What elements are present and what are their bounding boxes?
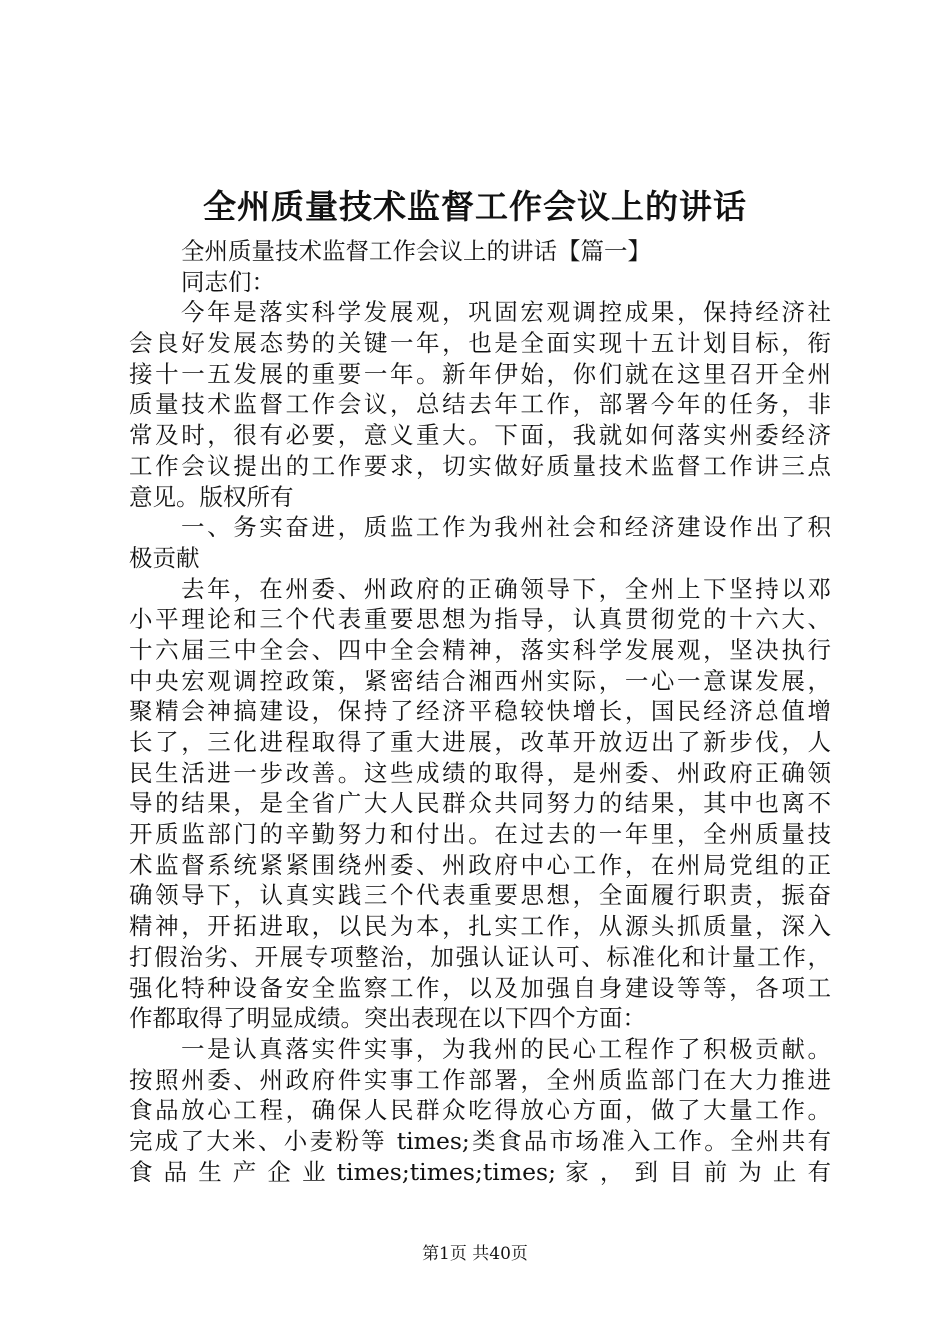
text-line: 同志们： (181, 267, 275, 296)
text-line: 长了，三化进程取得了重大进展，改革开放迈出了新步伐，人 (129, 728, 831, 756)
text-line: 工作会议提出的工作要求，切实做好质量技术监督工作讲三点 (129, 451, 831, 480)
text-line: 聚精会神搞建设，保持了经济平稳较快增长，国民经济总值增 (129, 697, 831, 726)
text-line: 常及时，很有必要，意义重大。下面，我就如何落实州委经济 (129, 421, 831, 450)
text-line: 全州质量技术监督工作会议上的讲话【篇一】 (181, 237, 651, 265)
text-line: 食品放心工程，确保人民群众吃得放心方面，做了大量工作。 (129, 1096, 831, 1125)
text-line: 意见。版权所有 (129, 482, 294, 511)
text-line: 打假治劣、开展专项整治，加强认证认可、标准化和计量工作， (129, 942, 831, 971)
text-line: 术监督系统紧紧围绕州委、州政府中心工作，在州局党组的正 (129, 850, 831, 879)
text-line: 会良好发展态势的关键一年，也是全面实现十五计划目标，衔 (129, 329, 831, 358)
text-line: 小平理论和三个代表重要思想为指导，认真贯彻党的十六大、 (129, 605, 831, 634)
text-line: 去年，在州委、州政府的正确领导下，全州上下坚持以邓 (181, 574, 831, 603)
text-line: 接十一五发展的重要一年。新年伊始，你们就在这里召开全州 (129, 359, 831, 388)
text-line: 开质监部门的辛勤努力和付出。在过去的一年里，全州质量技 (129, 820, 831, 849)
text-line: 精神，开拓进取，以民为本，扎实工作，从源头抓质量，深入 (129, 912, 831, 941)
document-title: 全州质量技术监督工作会议上的讲话 (203, 187, 747, 226)
text-line: 一是认真落实件实事，为我州的民心工程作了积极贡献。 (181, 1034, 831, 1063)
text-line: 民生活进一步改善。这些成绩的取得，是州委、州政府正确领 (129, 758, 831, 787)
text-line: 强化特种设备安全监察工作，以及加强自身建设等等，各项工 (129, 973, 831, 1002)
text-line: 作都取得了明显成绩。突出表现在以下四个方面： (129, 1004, 646, 1033)
text-line: 完成了大米、小麦粉等 times;类食品市场准入工作。全州共有 (129, 1126, 831, 1155)
text-line: 确领导下，认真实践三个代表重要思想，全面履行职责，振奋 (129, 881, 831, 910)
text-line: 今年是落实科学发展观，巩固宏观调控成果，保持经济社 (181, 298, 831, 327)
text-line: 食 品 生 产 企 业 times;times;times; 家 ， 到 目 前 为 止 有 (129, 1157, 831, 1186)
text-line: 导的结果，是全省广大人民群众共同努力的结果，其中也离不 (129, 789, 831, 818)
text-line: 中央宏观调控政策，紧密结合湘西州实际，一心一意谋发展， (129, 666, 831, 695)
text-line: 按照州委、州政府件实事工作部署，全州质监部门在大力推进 (129, 1065, 831, 1094)
text-line: 一、务实奋进，质监工作为我州社会和经济建设作出了积 (181, 513, 831, 542)
page-footer: 第1页 共40页 (422, 1244, 528, 1264)
document-body (129, 236, 831, 1187)
text-line: 质量技术监督工作会议，总结去年工作，部署今年的任务，非 (129, 390, 831, 419)
text-line: 极贡献 (129, 543, 200, 572)
text-line: 十六届三中全会、四中全会精神，落实科学发展观，坚决执行 (129, 635, 831, 664)
